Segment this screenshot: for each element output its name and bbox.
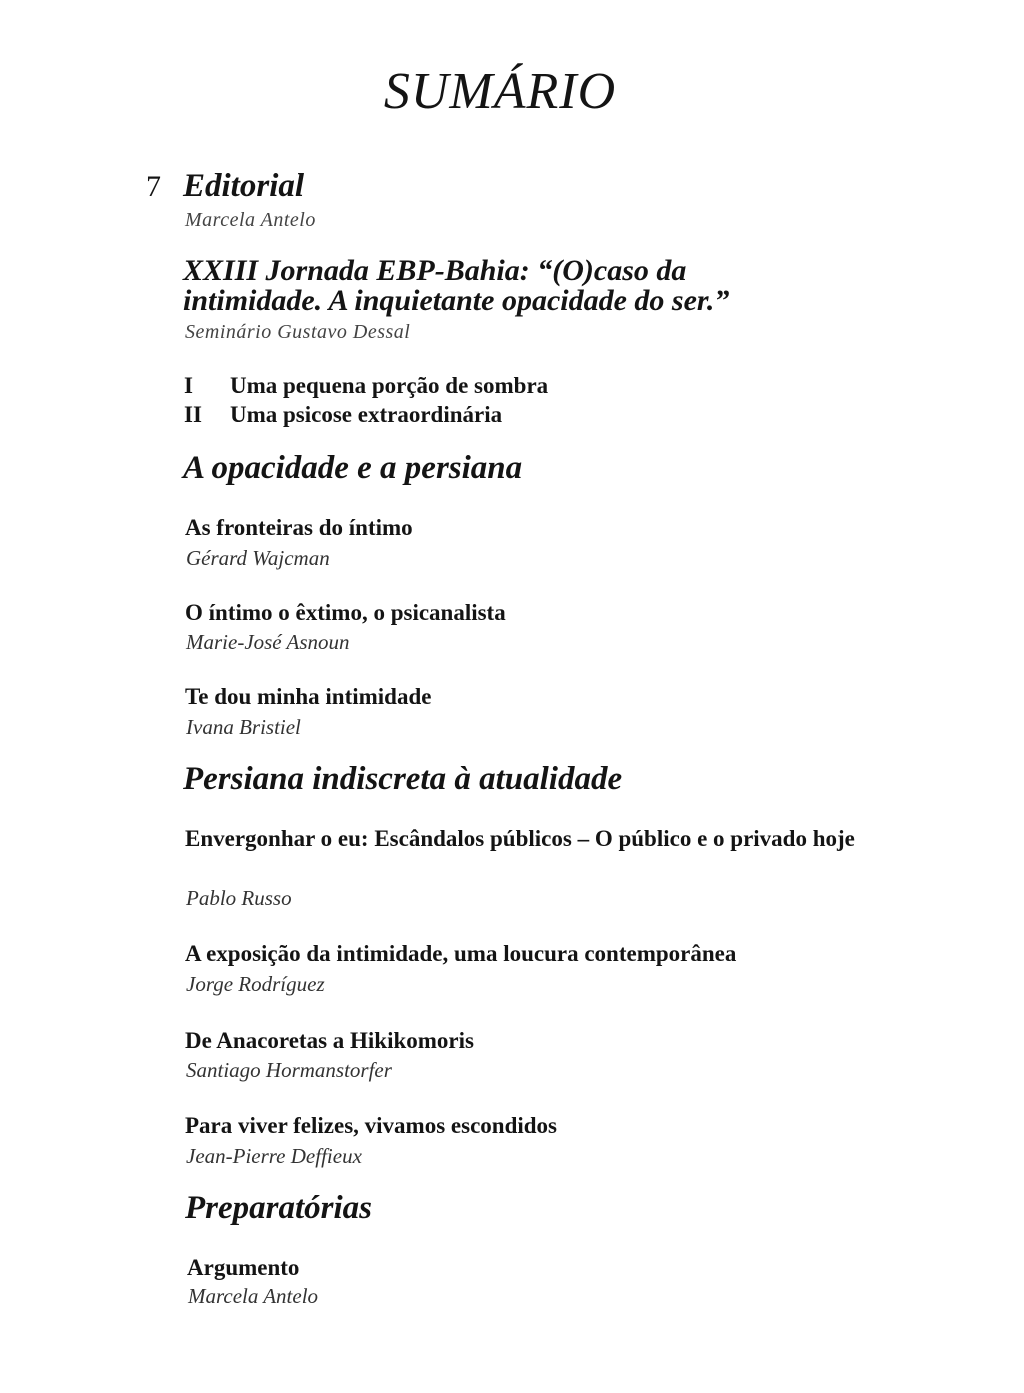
article-author: Santiago Hormanstorfer: [186, 1058, 392, 1082]
part-label: Uma psicose extraordinária: [230, 402, 503, 427]
article-title[interactable]: Para viver felizes, vivamos escondidos: [185, 1113, 557, 1138]
article-title[interactable]: Argumento: [187, 1255, 300, 1280]
article-author: Ivana Bristiel: [186, 715, 301, 739]
part-label: Uma pequena porção de sombra: [230, 373, 549, 398]
article-title[interactable]: De Anacoretas a Hikikomoris: [185, 1028, 474, 1053]
article-author: Jorge Rodríguez: [186, 972, 325, 996]
part-numeral: II: [184, 402, 202, 427]
article-title[interactable]: O íntimo o êxtimo, o psicanalista: [185, 600, 506, 625]
jornada-heading[interactable]: XXIII Jornada EBP-Bahia: “(O)caso da intimidade. A inquietante opacidade do ser.”: [183, 254, 730, 317]
article-title[interactable]: Te dou minha intimidade: [185, 684, 432, 709]
article-author: Marcela Antelo: [188, 1284, 319, 1308]
article-title[interactable]: As fronteiras do íntimo: [185, 515, 413, 540]
section-heading[interactable]: Preparatórias: [185, 1190, 373, 1226]
article-author: Marie-José Asnoun: [186, 630, 350, 654]
editorial-heading[interactable]: Editorial: [183, 168, 305, 204]
jornada-part-1[interactable]: [184, 374, 548, 397]
article-title[interactable]: Envergonhar o eu: Escândalos públicos – O público e o privado hoje: [185, 826, 855, 851]
article-author: Gérard Wajcman: [186, 546, 330, 570]
article-author: Pablo Russo: [186, 886, 292, 910]
section-heading[interactable]: Persiana indiscreta à atualidade: [183, 761, 623, 797]
editorial-author: Marcela Antelo: [185, 209, 316, 231]
article-author: Jean-Pierre Deffieux: [186, 1144, 362, 1168]
editorial-page-number: 7: [146, 170, 161, 203]
jornada-subtitle: Seminário Gustavo Dessal: [185, 321, 411, 343]
article-title[interactable]: A exposição da intimidade, uma loucura contemporânea: [185, 941, 737, 966]
page-title: SUMÁRIO: [383, 63, 617, 120]
jornada-part-2[interactable]: [184, 403, 502, 426]
section-heading[interactable]: A opacidade e a persiana: [183, 450, 523, 486]
part-numeral: I: [184, 373, 193, 398]
